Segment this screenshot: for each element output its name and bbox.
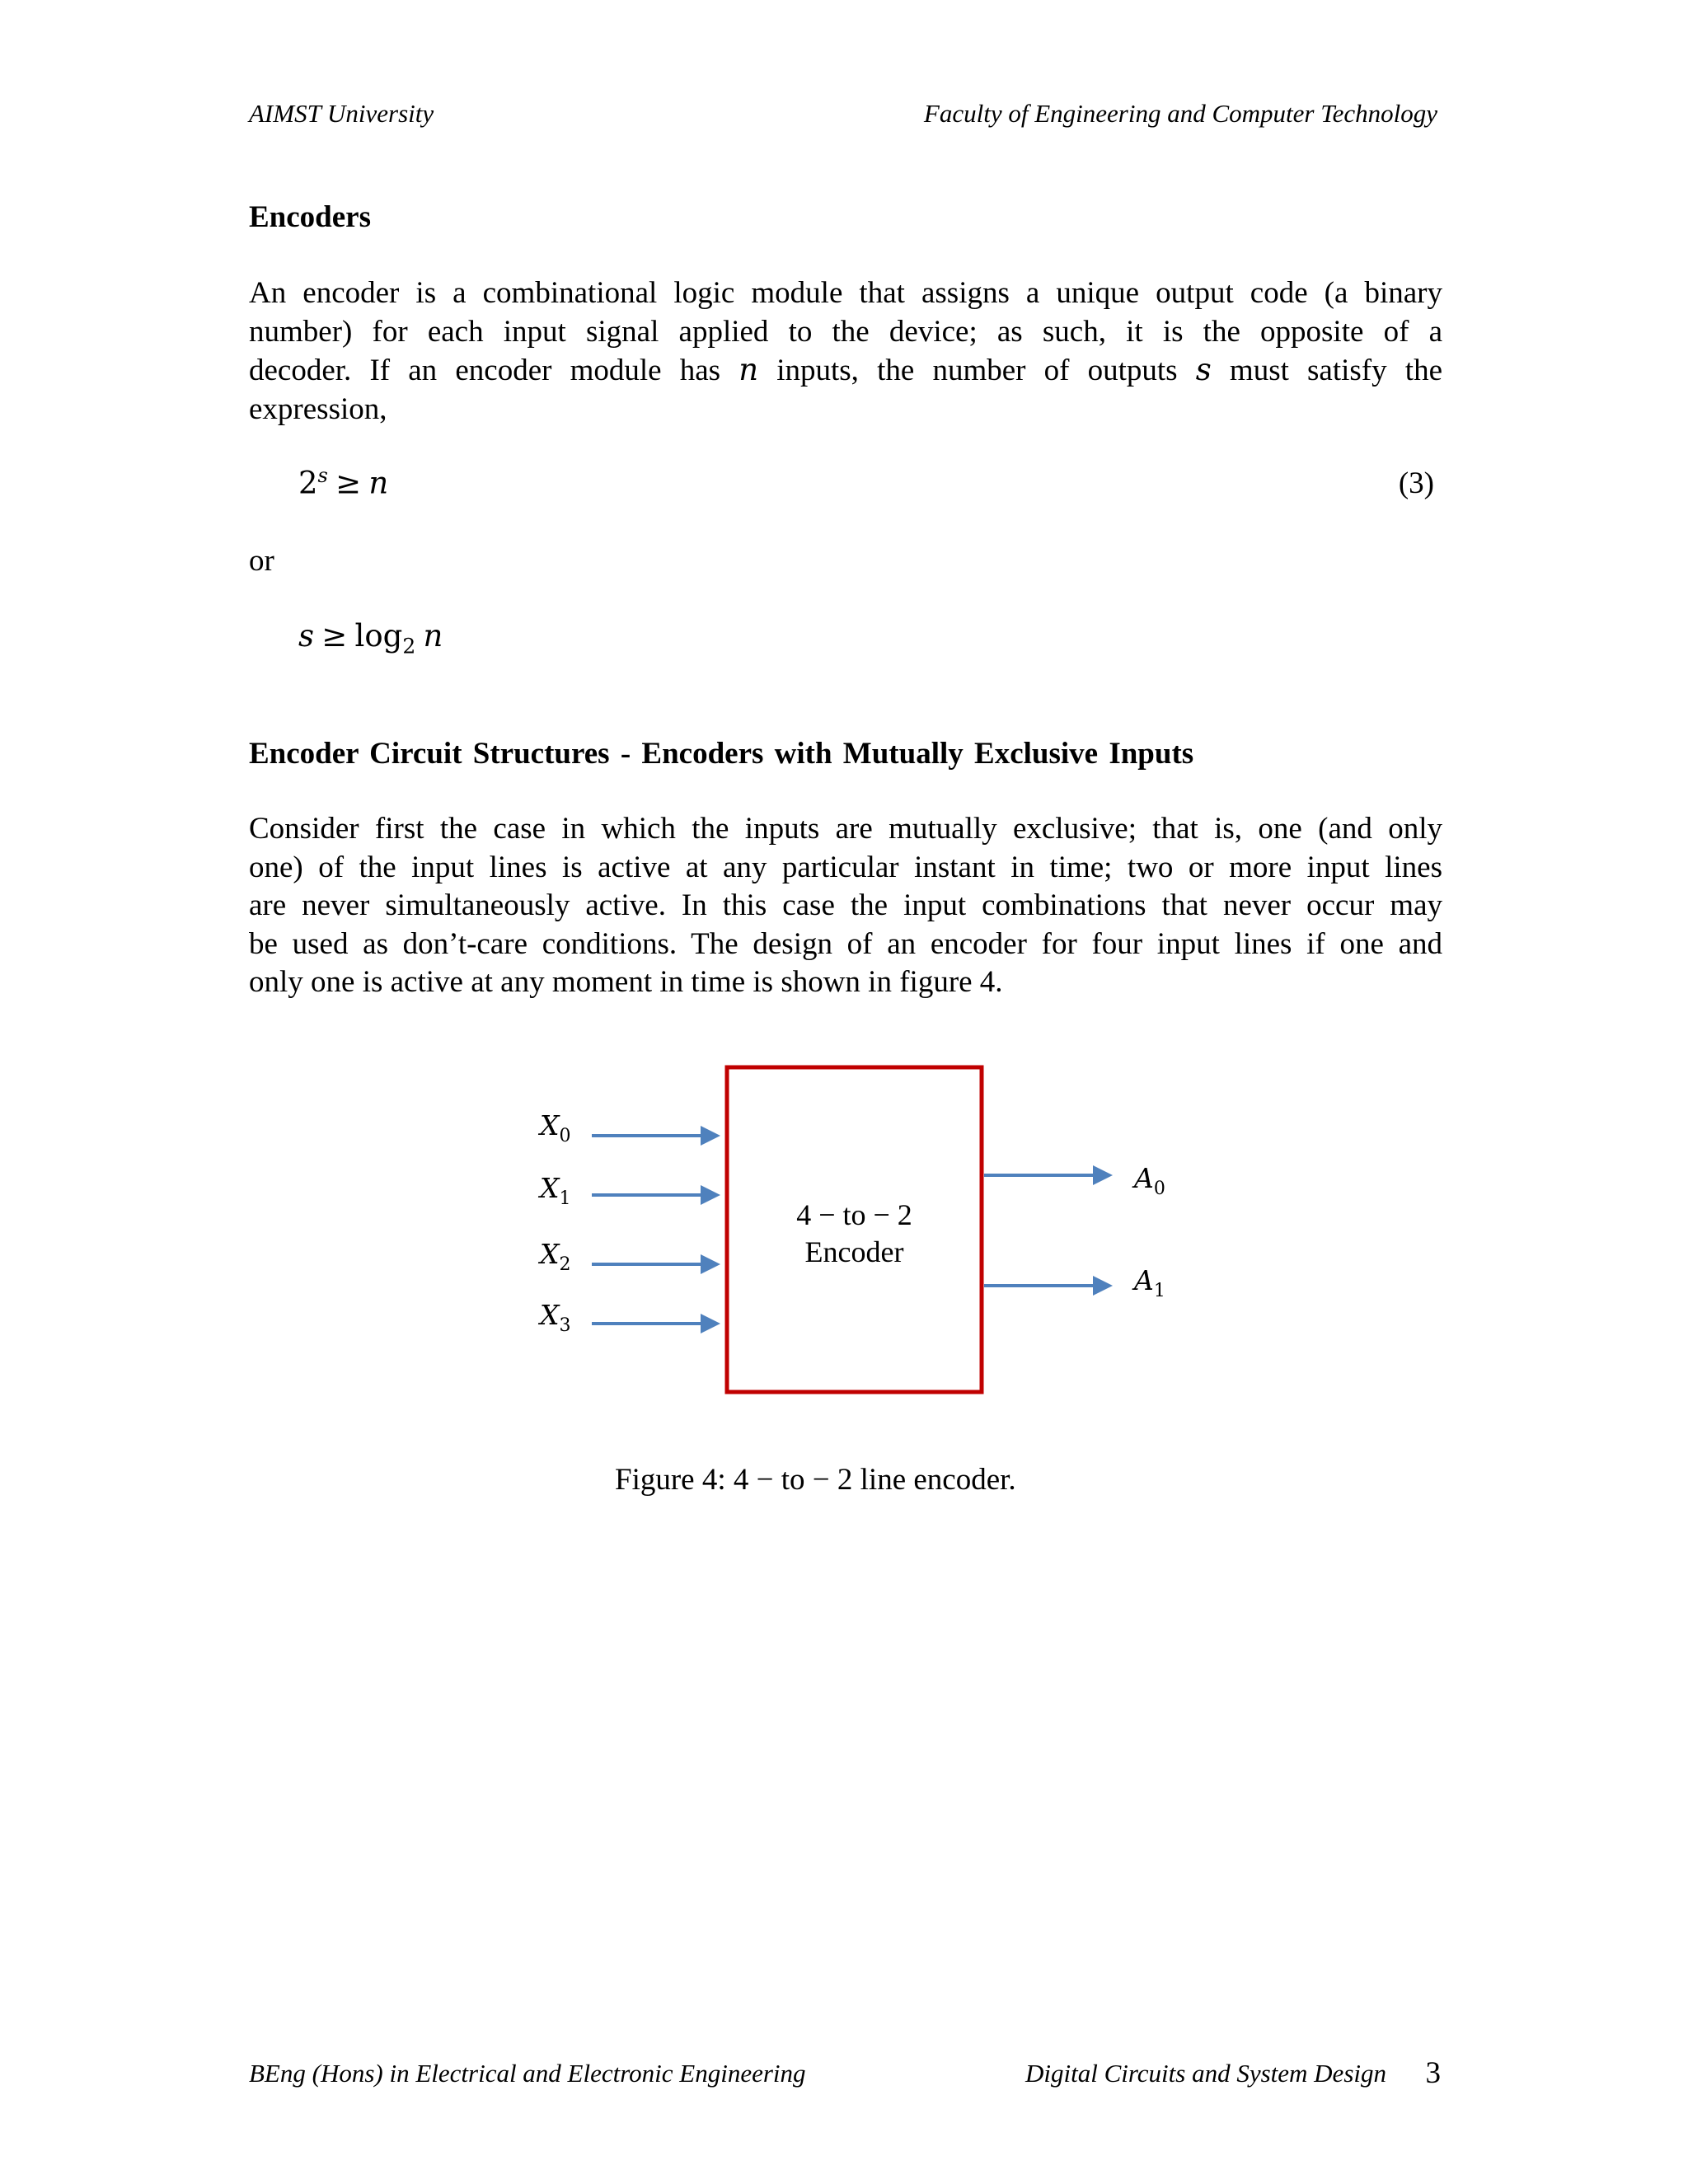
label-var: X (540, 1172, 560, 1204)
input-label-x2 (540, 1238, 571, 1275)
label-var: A (1134, 1264, 1154, 1296)
section-heading-encoders: Encoders (249, 200, 371, 234)
label-sub: 1 (1153, 1281, 1165, 1301)
label-var: X (540, 1299, 560, 1331)
paragraph-line: An encoder is a combinational logic module that assigns a unique output code (a binary (249, 276, 1442, 310)
or-text: or (249, 544, 274, 578)
math-variable-s: s (1195, 352, 1212, 387)
label-sub: 3 (559, 1315, 571, 1336)
paragraph-line: Consider first the case in which the inputs are mutually exclusive; that is, one (and only (249, 812, 1442, 846)
input-label-x0 (540, 1109, 571, 1146)
paragraph-line: be used as don’t-care conditions. The design of an encoder for four input lines if one and (249, 926, 1442, 961)
paragraph-line: number) for each input signal applied to the device; as such, it is the opposite of a (249, 314, 1442, 349)
label-var: X (540, 1109, 560, 1141)
text-run: inputs, the number of outputs (758, 354, 1196, 387)
output-label-a0 (1134, 1162, 1165, 1199)
equation-rhs: n (368, 465, 389, 501)
equation-number: (3) (1398, 466, 1434, 500)
input-label-x3 (540, 1299, 571, 1336)
footer-right: Digital Circuits and System Design (1025, 2059, 1386, 2088)
label-sub: 2 (559, 1254, 571, 1275)
text-run: must satisfy the (1211, 354, 1442, 387)
equation-rhs: n (423, 618, 443, 654)
header-right: Faculty of Engineering and Computer Technology (923, 99, 1437, 128)
paragraph-line: only one is active at any moment in time is shown in figure 4. (249, 965, 1003, 999)
equation-base: 2 (298, 465, 318, 501)
equation-lhs: s (298, 618, 314, 654)
input-label-x1 (540, 1172, 571, 1209)
section-heading-circuit-structures: Encoder Circuit Structures - Encoders with Mutually Exclusive Inputs (249, 737, 1194, 771)
label-var: A (1134, 1162, 1154, 1194)
equation-relation: ≥ (321, 618, 348, 654)
text-run: decoder. If an encoder module has (249, 354, 739, 387)
label-sub: 1 (559, 1188, 571, 1209)
paragraph-line: one) of the input lines is active at any particular instant in time; two or more input lines (249, 850, 1442, 884)
paragraph-line: are never simultaneously active. In this case the input combinations that never occur may (249, 888, 1442, 922)
math-variable-n: n (738, 352, 759, 387)
label-sub: 0 (559, 1126, 571, 1146)
output-label-a1 (1134, 1264, 1165, 1301)
equation-relation: ≥ (335, 465, 362, 501)
equation-function: log (354, 618, 403, 654)
paragraph-line: expression, (249, 391, 387, 426)
page-number: 3 (1425, 2056, 1441, 2090)
equation-subscript: 2 (402, 634, 416, 658)
figure-caption: Figure 4: 4 − to − 2 line encoder. (615, 1463, 1016, 1497)
footer-left: BEng (Hons) in Electrical and Electronic Engineering (249, 2059, 806, 2088)
label-var: X (540, 1238, 560, 1270)
encoder-box-line2: Encoder (804, 1235, 904, 1268)
encoder-box-line1: 4 − to − 2 (796, 1198, 912, 1231)
label-sub: 0 (1153, 1179, 1165, 1199)
header-left: AIMST University (249, 99, 434, 128)
equation-exponent: s (317, 464, 328, 487)
